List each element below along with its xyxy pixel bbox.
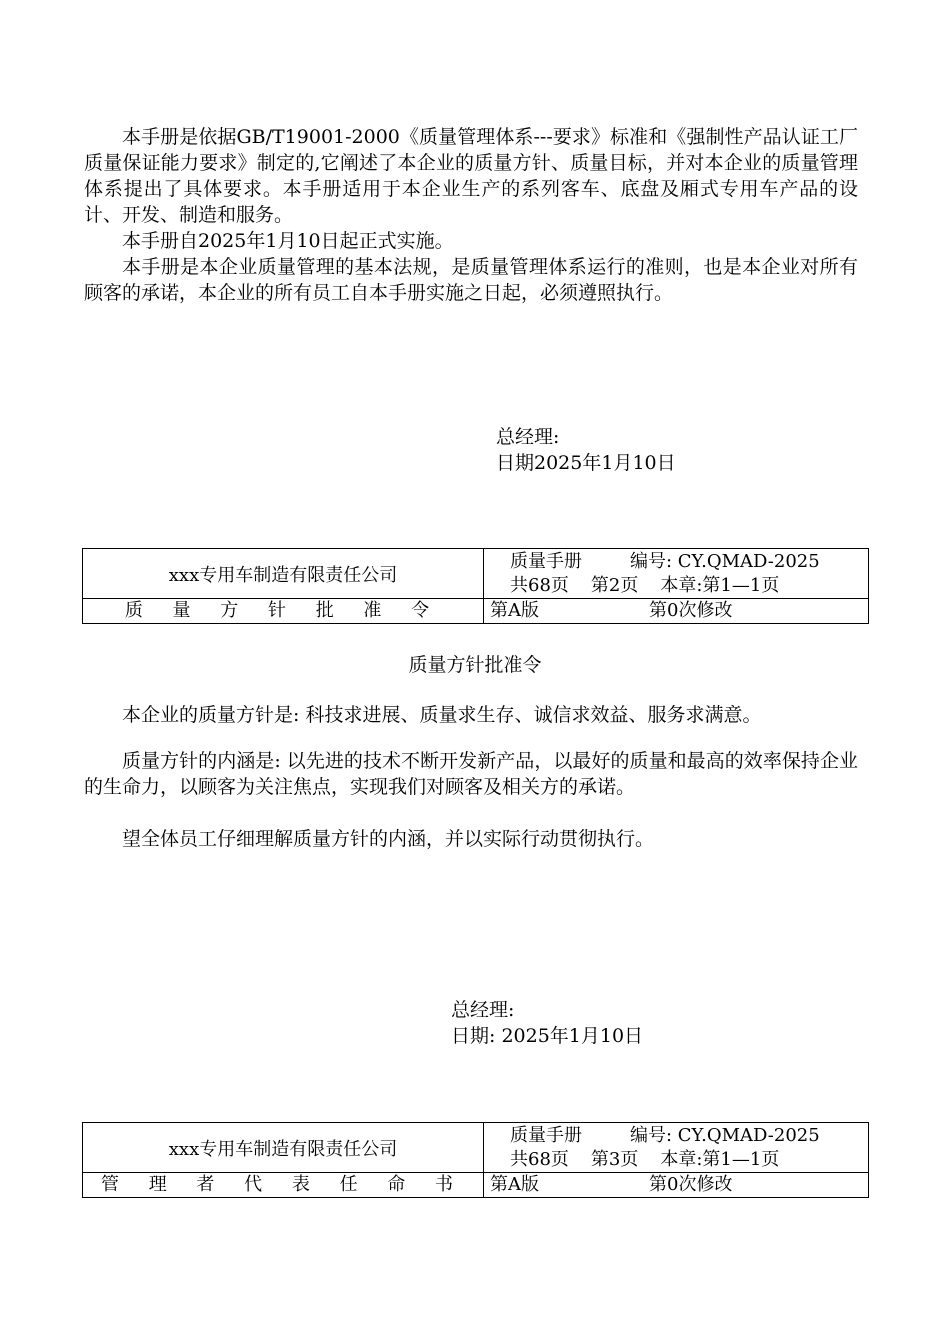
company-name: xxx专用车制造有限责任公司 <box>83 549 484 599</box>
manual-label: 质量手册 <box>510 1124 582 1146</box>
document-header-table-1 <box>82 548 869 624</box>
version: 第A版 <box>490 1174 539 1195</box>
manual-meta <box>484 1123 869 1173</box>
manual-label: 质量手册 <box>510 550 582 572</box>
policy-paragraph-3: 望全体员工仔细理解质量方针的内涵，并以实际行动贯彻执行。 <box>122 828 655 850</box>
policy-signature-title: 总经理: <box>451 999 515 1021</box>
document-header-table-2 <box>82 1122 869 1198</box>
version: 第A版 <box>490 600 539 621</box>
revision: 第0次修改 <box>649 1174 733 1195</box>
chapter-pages: 本章:第1—1页 <box>660 1148 780 1170</box>
policy-signature-date: 日期: 2025年1月10日 <box>451 1025 644 1047</box>
page-number: 第3页 <box>590 1148 639 1170</box>
policy-paragraph-1: 本企业的质量方针是: 科技求进展、质量求生存、诚信求效益、服务求满意。 <box>122 704 762 726</box>
version-cell <box>484 599 869 624</box>
intro-paragraph-1: 本手册是依据GB/T19001-2000《质量管理体系---要求》标准和《强制性产品认证工厂质量保证能力要求》制定的,它阐述了本企业的质量方针、质量目标，并对本企业的质量管理体系提出了具体要求。本手册适用于本企业生产的系列客车、底盘及厢式专用车产品的设计、开发、制造和服务。 <box>84 126 858 226</box>
intro-paragraph-3: 本手册是本企业质量管理的基本法规，是质量管理体系运行的准则，也是本企业对所有顾客的承诺，本企业的所有员工自本手册实施之日起，必须遵照执行。 <box>84 256 858 304</box>
document-code: 编号: CY.QMAD-2025 <box>630 1124 820 1146</box>
policy-paragraph-2: 质量方针的内涵是: 以先进的技术不断开发新产品，以最好的质量和最高的效率保持企业的生命力，以顾客为关注焦点，实现我们对顾客及相关方的承诺。 <box>84 750 858 798</box>
company-name: xxx专用车制造有限责任公司 <box>83 1123 484 1173</box>
document-code: 编号: CY.QMAD-2025 <box>630 550 820 572</box>
policy-heading: 质量方针批准令 <box>408 654 542 676</box>
intro-signature-date: 日期2025年1月10日 <box>496 452 676 474</box>
intro-signature-title: 总经理: <box>496 426 560 448</box>
intro-paragraph-2: 本手册自2025年1月10日起正式实施。 <box>122 230 454 252</box>
total-pages: 共68页 <box>510 1148 569 1170</box>
revision: 第0次修改 <box>649 600 733 621</box>
section-title: 管 理 者 代 表 任 命 书 <box>83 1173 484 1198</box>
total-pages: 共68页 <box>510 574 569 596</box>
manual-meta <box>484 549 869 599</box>
chapter-pages: 本章:第1—1页 <box>660 574 780 596</box>
page-number: 第2页 <box>590 574 639 596</box>
version-cell <box>484 1173 869 1198</box>
section-title: 质 量 方 针 批 准 令 <box>83 599 484 624</box>
